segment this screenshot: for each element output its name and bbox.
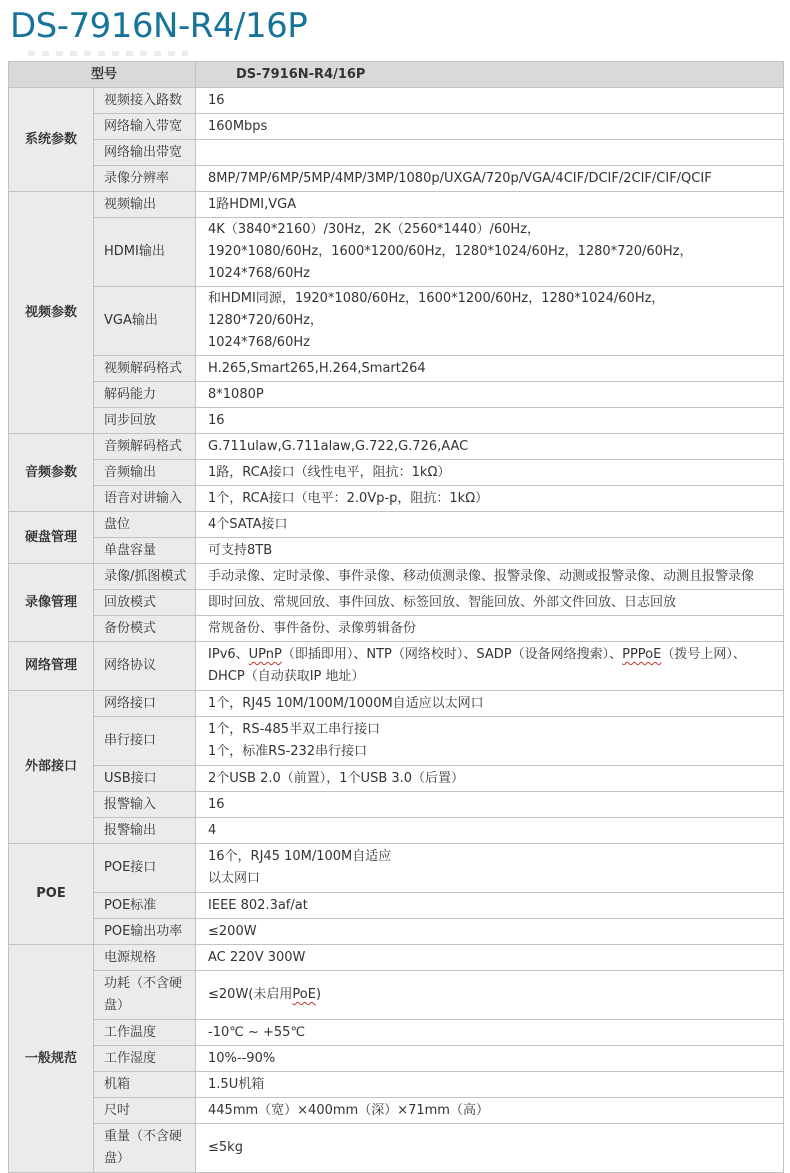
spec-value-cell: G.711ulaw,G.711alaw,G.722,G.726,AAC xyxy=(196,434,784,460)
spec-group-cell: 视频参数 xyxy=(9,192,94,434)
spec-group-cell: 音频参数 xyxy=(9,434,94,512)
spec-row xyxy=(9,192,784,218)
spec-value-cell: 8*1080P xyxy=(196,382,784,408)
spec-label-cell: 电源规格 xyxy=(94,945,196,971)
spec-value-cell: 常规备份、事件备份、录像剪辑备份 xyxy=(196,616,784,642)
model-header-label: 型号 xyxy=(9,62,196,88)
spec-row xyxy=(9,434,784,460)
spec-label-cell: 报警输出 xyxy=(94,818,196,844)
spec-row xyxy=(9,1072,784,1098)
spec-label-cell: 网络协议 xyxy=(94,642,196,691)
spec-group-cell: 网络管理 xyxy=(9,642,94,691)
spec-row xyxy=(9,1046,784,1072)
spec-value-cell: 4个SATA接口 xyxy=(196,512,784,538)
model-header-row xyxy=(9,62,784,88)
model-header-value: DS-7916N-R4/16P xyxy=(196,62,784,88)
spec-value-cell: 16 xyxy=(196,408,784,434)
spec-label-cell: 回放模式 xyxy=(94,590,196,616)
spec-row xyxy=(9,512,784,538)
spec-value-cell: ≤200W xyxy=(196,919,784,945)
spec-row xyxy=(9,460,784,486)
spec-label-cell: HDMI输出 xyxy=(94,218,196,287)
spec-label-cell: 盘位 xyxy=(94,512,196,538)
spec-row xyxy=(9,919,784,945)
spec-row xyxy=(9,844,784,893)
spec-group-cell: 系统参数 xyxy=(9,88,94,192)
spec-value-cell: 即时回放、常规回放、事件回放、标签回放、智能回放、外部文件回放、日志回放 xyxy=(196,590,784,616)
spellcheck-wavy-word: PPPoE xyxy=(622,647,662,662)
spec-label-cell: 同步回放 xyxy=(94,408,196,434)
spec-table xyxy=(8,61,784,1173)
spec-label-cell: 视频输出 xyxy=(94,192,196,218)
spec-row xyxy=(9,893,784,919)
spec-value-cell: IPv6、UPnP（即插即用）、NTP（网络校时）、SADP（设备网络搜索）、PPPoE（拨号上网）、 DHCP（自动获取IP 地址） xyxy=(196,642,784,691)
spec-value-cell: IEEE 802.3af/at xyxy=(196,893,784,919)
spec-row xyxy=(9,766,784,792)
spec-value-cell: 1路HDMI,VGA xyxy=(196,192,784,218)
spec-label-cell: 录像/抓图模式 xyxy=(94,564,196,590)
faded-watermark-text xyxy=(28,51,188,56)
spec-label-cell: 单盘容量 xyxy=(94,538,196,564)
spec-row xyxy=(9,717,784,766)
spec-value-cell xyxy=(196,140,784,166)
page-title: DS-7916N-R4/16P xyxy=(10,6,308,46)
spec-row xyxy=(9,792,784,818)
spec-row xyxy=(9,382,784,408)
spec-label-cell: 机箱 xyxy=(94,1072,196,1098)
spec-label-cell: 工作湿度 xyxy=(94,1046,196,1072)
spec-label-cell: 网络输出带宽 xyxy=(94,140,196,166)
spec-group-cell: 外部接口 xyxy=(9,691,94,844)
spec-value-cell: ≤20W(未启用PoE) xyxy=(196,971,784,1020)
spec-value-cell: 160Mbps xyxy=(196,114,784,140)
spec-row xyxy=(9,590,784,616)
spec-label-cell: USB接口 xyxy=(94,766,196,792)
spec-value-cell: 445mm（宽）×400mm（深）×71mm（高） xyxy=(196,1098,784,1124)
spec-row xyxy=(9,691,784,717)
spec-value-cell: 和HDMI同源，1920*1080/60Hz，1600*1200/60Hz，1280*1024/60Hz，1280*720/60Hz， 1024*768/60Hz xyxy=(196,287,784,356)
spec-value-cell: 1个，RS-485半双工串行接口 1个，标准RS-232串行接口 xyxy=(196,717,784,766)
spec-group-cell: 一般规范 xyxy=(9,945,94,1173)
spec-row xyxy=(9,538,784,564)
spec-row xyxy=(9,1124,784,1173)
spec-value-cell: 16个，RJ45 10M/100M自适应 以太网口 xyxy=(196,844,784,893)
spec-row xyxy=(9,1098,784,1124)
spec-row xyxy=(9,88,784,114)
spec-label-cell: 尺吋 xyxy=(94,1098,196,1124)
spec-label-cell: 串行接口 xyxy=(94,717,196,766)
spec-row xyxy=(9,287,784,356)
spec-label-cell: 报警输入 xyxy=(94,792,196,818)
spec-label-cell: 音频解码格式 xyxy=(94,434,196,460)
spec-value-cell: AC 220V 300W xyxy=(196,945,784,971)
spec-row xyxy=(9,218,784,287)
spec-value-cell: 4K（3840*2160）/30Hz，2K（2560*1440）/60Hz， 1920*1080/60Hz，1600*1200/60Hz，1280*1024/60Hz，1280*720/60Hz，1024*768/60Hz xyxy=(196,218,784,287)
spec-group-cell: POE xyxy=(9,844,94,945)
spellcheck-wavy-word: UPnP xyxy=(248,647,282,662)
spec-value-cell: 可支持8TB xyxy=(196,538,784,564)
spellcheck-wavy-word: PoE xyxy=(292,987,316,1002)
spec-value-cell: 8MP/7MP/6MP/5MP/4MP/3MP/1080p/UXGA/720p/VGA/4CIF/DCIF/2CIF/CIF/QCIF xyxy=(196,166,784,192)
spec-row xyxy=(9,140,784,166)
spec-value-cell: 10%--90% xyxy=(196,1046,784,1072)
spec-value-cell: 手动录像、定时录像、事件录像、移动侦测录像、报警录像、动测或报警录像、动测且报警录像 xyxy=(196,564,784,590)
spec-table-header xyxy=(9,62,784,88)
spec-group-cell: 录像管理 xyxy=(9,564,94,642)
spec-label-cell: POE接口 xyxy=(94,844,196,893)
spec-row xyxy=(9,616,784,642)
spec-value-cell: 1个，RJ45 10M/100M/1000M自适应以太网口 xyxy=(196,691,784,717)
spec-row xyxy=(9,166,784,192)
spec-value-cell: 16 xyxy=(196,792,784,818)
spec-label-cell: 重量（不含硬盘） xyxy=(94,1124,196,1173)
spec-value-cell: ≤5kg xyxy=(196,1124,784,1173)
spec-label-cell: 备份模式 xyxy=(94,616,196,642)
spec-value-cell: 1个，RCA接口（电平：2.0Vp-p，阻抗：1kΩ） xyxy=(196,486,784,512)
spec-label-cell: 视频接入路数 xyxy=(94,88,196,114)
spec-label-cell: VGA输出 xyxy=(94,287,196,356)
spec-row xyxy=(9,114,784,140)
spec-value-cell: 16 xyxy=(196,88,784,114)
spec-label-cell: 网络输入带宽 xyxy=(94,114,196,140)
spec-value-cell: H.265,Smart265,H.264,Smart264 xyxy=(196,356,784,382)
spec-row xyxy=(9,1020,784,1046)
spec-label-cell: 工作温度 xyxy=(94,1020,196,1046)
spec-row xyxy=(9,408,784,434)
spec-value-cell: 1路，RCA接口（线性电平，阻抗：1kΩ） xyxy=(196,460,784,486)
spec-row xyxy=(9,642,784,691)
spec-value-cell: -10℃ ~ +55℃ xyxy=(196,1020,784,1046)
spec-label-cell: 功耗（不含硬盘） xyxy=(94,971,196,1020)
spec-row xyxy=(9,564,784,590)
spec-label-cell: 语音对讲输入 xyxy=(94,486,196,512)
spec-value-cell: 2个USB 2.0（前置），1个USB 3.0（后置） xyxy=(196,766,784,792)
spec-label-cell: 录像分辨率 xyxy=(94,166,196,192)
spec-label-cell: 视频解码格式 xyxy=(94,356,196,382)
spec-table-body xyxy=(9,88,784,1173)
spec-row xyxy=(9,356,784,382)
spec-label-cell: POE输出功率 xyxy=(94,919,196,945)
spec-label-cell: 音频输出 xyxy=(94,460,196,486)
spec-row xyxy=(9,818,784,844)
spec-group-cell: 硬盘管理 xyxy=(9,512,94,564)
spec-label-cell: POE标准 xyxy=(94,893,196,919)
spec-row xyxy=(9,971,784,1020)
spec-label-cell: 解码能力 xyxy=(94,382,196,408)
spec-row xyxy=(9,945,784,971)
spec-label-cell: 网络接口 xyxy=(94,691,196,717)
spec-row xyxy=(9,486,784,512)
spec-value-cell: 4 xyxy=(196,818,784,844)
spec-value-cell: 1.5U机箱 xyxy=(196,1072,784,1098)
